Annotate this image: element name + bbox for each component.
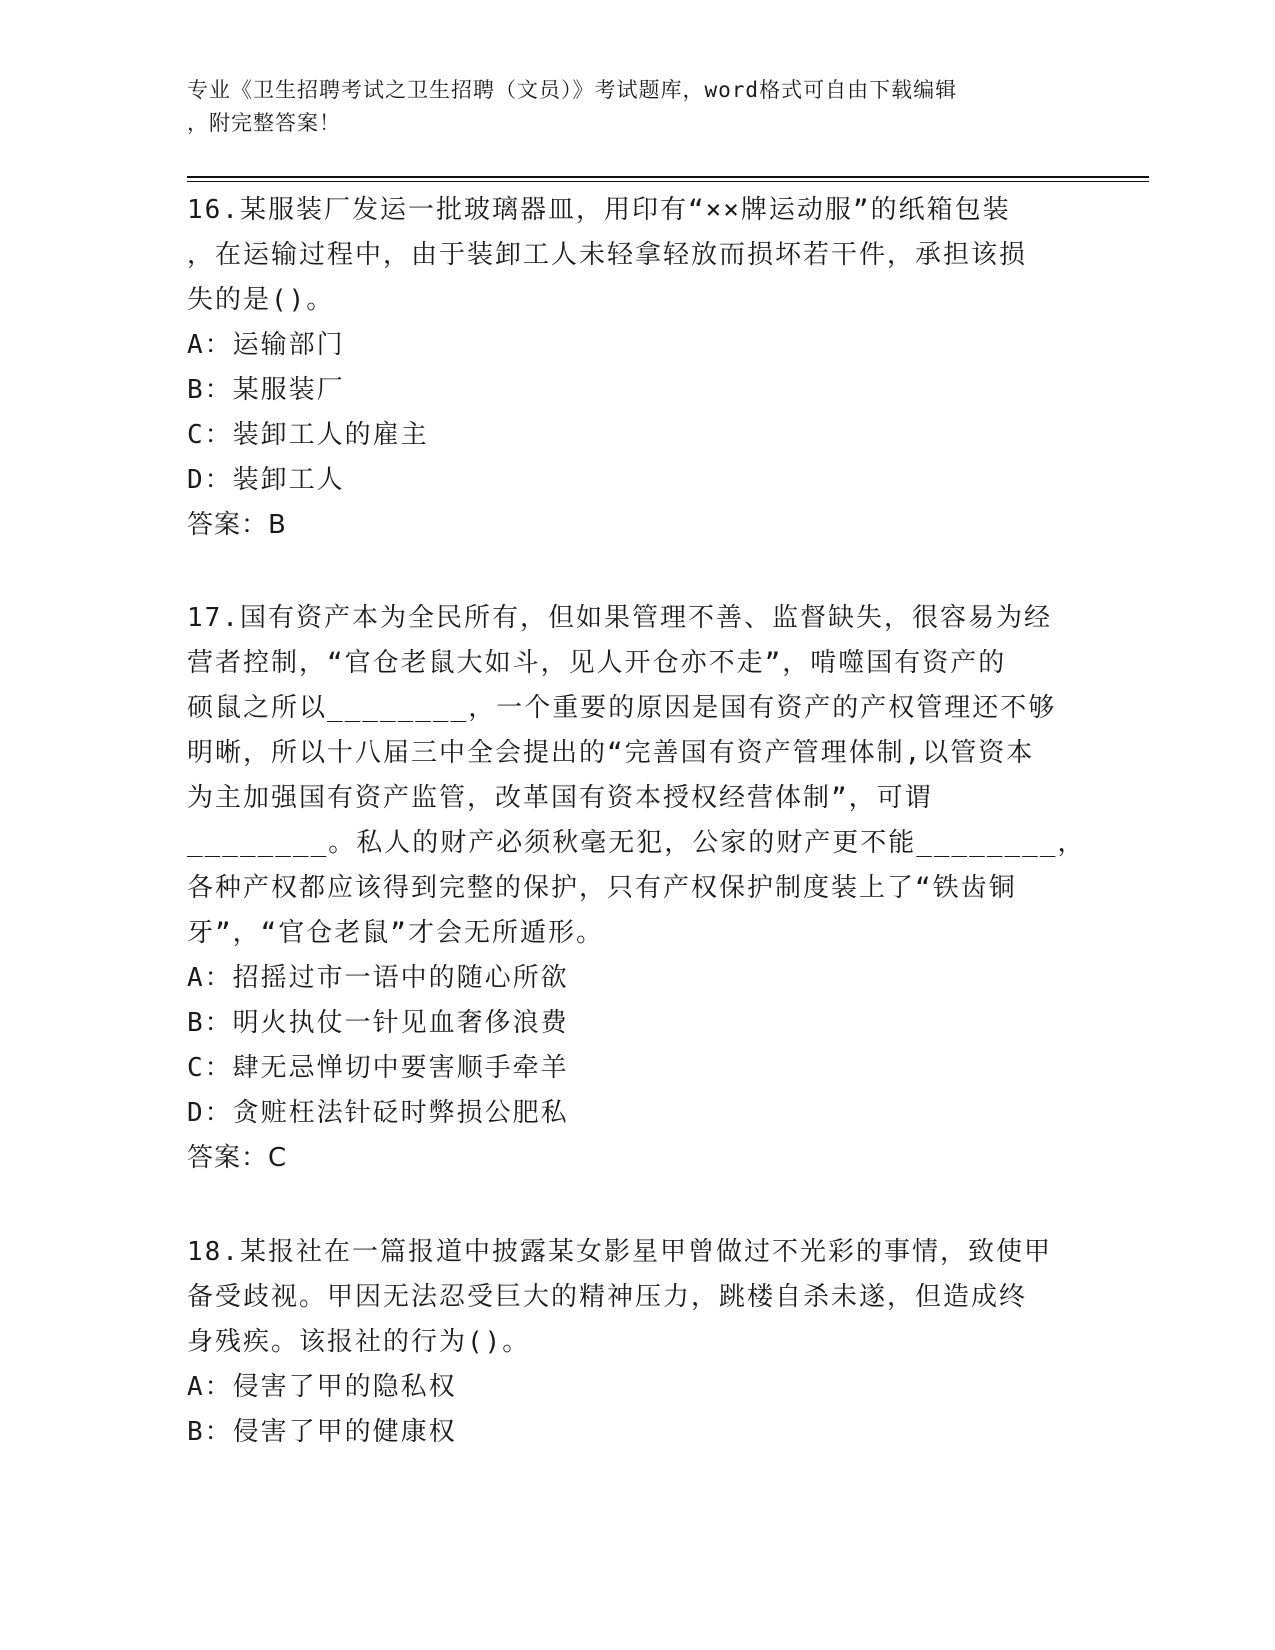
option-d: D：贪赃枉法针砭时弊损公肥私 (187, 1098, 569, 1128)
question-stem (187, 188, 1087, 323)
header-line: 专业《卫生招聘考试之卫生招聘（文员）》考试题库，word格式可自由下载编辑 (187, 78, 958, 102)
option-c: C：肆无忌惮切中要害顺手牵羊 (187, 1053, 569, 1083)
option-a: A：运输部门 (187, 330, 345, 360)
question-18 (187, 1230, 1087, 1455)
stem-line: ________。私人的财产必须秋毫无犯，公家的财产更不能________， (187, 828, 1086, 858)
question-17 (187, 596, 1087, 1181)
stem-line: 营者控制，“官仓老鼠大如斗，见人开仓亦不走”，啃噬国有资产的 (187, 648, 1007, 678)
option-b: B：明火执仗一针见血奢侈浪费 (187, 1008, 569, 1038)
question-stem (187, 596, 1087, 956)
header-divider-thin (187, 181, 1149, 182)
stem-line: ，在运输过程中，由于装卸工人未轻拿轻放而损坏若干件，承担该损 (187, 240, 1028, 270)
stem-line: 失的是()。 (187, 285, 335, 315)
option-c: C：装卸工人的雇主 (187, 420, 429, 450)
option-a: A：侵害了甲的隐私权 (187, 1372, 457, 1402)
stem-line: 18.某报社在一篇报道中披露某女影星甲曾做过不光彩的事情，致使甲 (187, 1237, 1052, 1267)
stem-line: 牙”，“官仓老鼠”才会无所遁形。 (187, 918, 604, 948)
stem-line: 备受歧视。甲因无法忍受巨大的精神压力，跳楼自杀未遂，但造成终 (187, 1282, 1028, 1312)
header-line: ，附完整答案！ (187, 111, 341, 135)
answer: 答案：B (187, 510, 287, 540)
question-16 (187, 188, 1087, 548)
option-b: B：某服装厂 (187, 375, 345, 405)
stem-line: 17.国有资产本为全民所有，但如果管理不善、监督缺失，很容易为经 (187, 603, 1052, 633)
header-divider (187, 176, 1149, 178)
stem-line: 16.某服装厂发运一批玻璃器皿，用印有“××牌运动服”的纸箱包装 (187, 195, 1011, 225)
stem-line: 明晰，所以十八届三中全会提出的“完善国有资产管理体制,以管资本 (187, 738, 1035, 768)
stem-line: 硕鼠之所以________，一个重要的原因是国有资产的产权管理还不够 (187, 693, 1057, 723)
stem-line: 身残疾。该报社的行为()。 (187, 1327, 531, 1357)
stem-line: 为主加强国有资产监管，改革国有资本授权经营体制”，可谓 (187, 783, 933, 813)
option-a: A：招摇过市一语中的随心所欲 (187, 963, 569, 993)
question-stem (187, 1230, 1087, 1365)
answer: 答案：C (187, 1143, 288, 1173)
stem-line: 各种产权都应该得到完整的保护，只有产权保护制度装上了“铁齿铜 (187, 873, 1017, 903)
option-b: B：侵害了甲的健康权 (187, 1417, 457, 1447)
option-d: D：装卸工人 (187, 465, 345, 495)
document-header (187, 74, 1067, 140)
